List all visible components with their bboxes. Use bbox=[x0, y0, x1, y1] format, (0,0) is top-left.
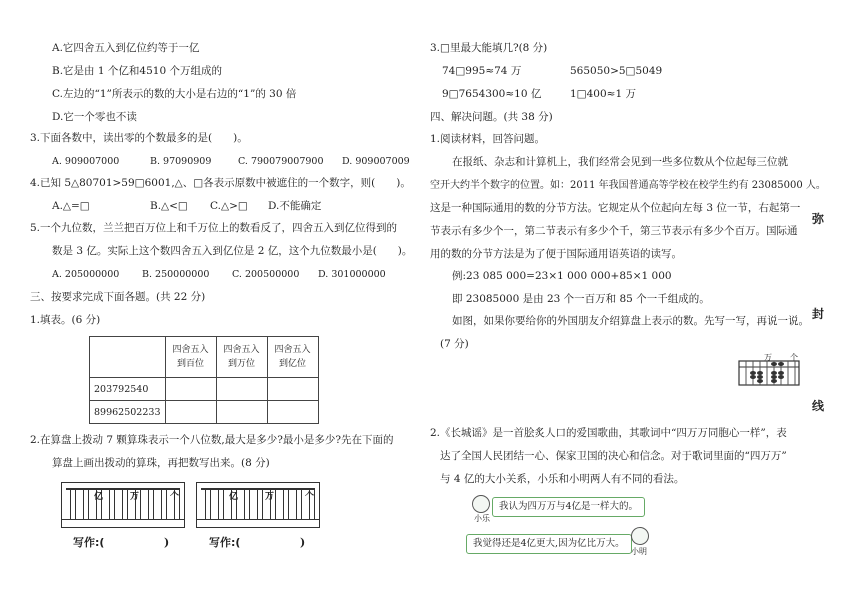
label-yi: 亿 bbox=[229, 492, 239, 502]
write-label-1: 写作:( bbox=[73, 536, 105, 549]
paragraph-line: 用的数的分节方法是为了便于国际通用语英语的读写。 bbox=[430, 248, 682, 260]
xiaole-speech-bubble: 我认为四万万与4亿是一样大的。 bbox=[492, 497, 645, 517]
option-c: C.左边的“1”所表示的数的大小是右边的“1”的 30 倍 bbox=[52, 88, 297, 100]
xiaoming-name: 小明 bbox=[631, 547, 647, 556]
row-number: 203792540 bbox=[90, 378, 166, 401]
abacus-2[interactable] bbox=[196, 482, 320, 528]
write-close-1: ) bbox=[164, 536, 170, 549]
q4-option-c: C.△>□ bbox=[210, 200, 248, 212]
q4-option-a: A.△=□ bbox=[52, 200, 90, 212]
abacus-question-line-1: 2.在算盘上拨动 7 颗算珠表示一个八位数,最大是多少?最小是多少?先在下面的 bbox=[30, 434, 394, 446]
small-label-ge: 个 bbox=[790, 353, 798, 362]
q3-option-d: D. 909007009 bbox=[342, 156, 410, 167]
small-label-wan: 万 bbox=[764, 353, 772, 362]
abacus-ask: 如图，如果你要给你的外国朋友介绍算盘上表示的数。先写一写，再说一说。 bbox=[452, 315, 809, 327]
paragraph-line: 空开大约半个数字的位置。如：2011 年我国普通高等学校在校学生约有 23085000 人。 bbox=[430, 180, 826, 191]
q5-option-d: D. 301000000 bbox=[318, 269, 386, 280]
fill-item-4: 1□400≈1 万 bbox=[570, 88, 636, 100]
rounding-table bbox=[89, 336, 319, 424]
song-question-line-1: 2.《长城谣》是一首脍炙人口的爱国歌曲，其歌词中“四万万同胞心一样”，表 bbox=[430, 427, 787, 439]
answer-cell[interactable] bbox=[165, 401, 216, 424]
option-b: B.它是由 1 个亿和4510 个万组成的 bbox=[52, 65, 222, 77]
small-abacus bbox=[738, 352, 800, 386]
label-wan: 万 bbox=[265, 492, 275, 502]
write-close-2: ) bbox=[300, 536, 306, 549]
option-a: A.它四舍五入到亿位约等于一亿 bbox=[52, 42, 200, 54]
option-d: D.它一个零也不读 bbox=[52, 111, 137, 123]
fill-item-2: 565050>5□5049 bbox=[570, 65, 663, 77]
q3-option-c: C. 790079007900 bbox=[238, 156, 324, 167]
header-hundreds: 四舍五入 到百位 bbox=[165, 337, 216, 378]
header-ten-thousands: 四舍五入 到万位 bbox=[216, 337, 267, 378]
question-5-stem-2: 数是 3 亿。实际上这个数四舍五入到亿位是 2 亿，这个九位数最小是( )。 bbox=[52, 245, 413, 257]
seal-mark-feng: 封 bbox=[812, 307, 825, 321]
label-wan: 万 bbox=[130, 492, 140, 502]
song-question-line-2: 达了全国人民团结一心、保家卫国的决心和信念。对于歌词里面的“四万万” bbox=[440, 450, 787, 462]
seal-mark-mi: 弥 bbox=[812, 212, 825, 226]
label-ge: 个 bbox=[170, 492, 180, 502]
example-explain: 即 23085000 是由 23 个一百万和 85 个一千组成的。 bbox=[452, 293, 710, 305]
seal-mark-xian: 线 bbox=[812, 399, 825, 413]
question-5-stem-1: 5.一个九位数，兰兰把百万位上和千万位上的数看反了，四舍五入到亿位得到的 bbox=[30, 222, 398, 234]
q4-option-d: D.不能确定 bbox=[268, 200, 322, 212]
example-equation: 例:23 085 000=23×1 000 000+85×1 000 bbox=[452, 270, 672, 282]
label-ge: 个 bbox=[305, 492, 315, 502]
section-3-heading: 三、按要求完成下面各题。(共 22 分) bbox=[30, 291, 206, 303]
question-3-stem: 3.下面各数中，读出零的个数最多的是( )。 bbox=[30, 132, 248, 144]
paragraph-line: 节表示有多少个一，第二节表示有多少个千，第三节表示有多少个百万。国际通 bbox=[430, 225, 798, 237]
ask-score: (7 分) bbox=[440, 338, 469, 350]
label-yi: 亿 bbox=[94, 492, 104, 502]
reading-title: 1.阅读材料，回答问题。 bbox=[430, 133, 546, 145]
fill-box-question: 3.□里最大能填几?(8 分) bbox=[430, 42, 548, 54]
q4-option-b: B.△<□ bbox=[150, 200, 188, 212]
fill-item-1: 74□995≈74 万 bbox=[442, 65, 522, 77]
abacus-question-line-2: 算盘上画出拨动的算珠，再把数写出来。(8 分) bbox=[52, 457, 270, 469]
fill-item-3: 9□7654300≈10 亿 bbox=[442, 88, 542, 100]
xiaoming-speech-bubble: 我觉得还是4亿更大,因为亿比万大。 bbox=[466, 534, 632, 554]
xiaoming-avatar bbox=[631, 527, 649, 545]
answer-cell[interactable] bbox=[267, 378, 318, 401]
answer-cell[interactable] bbox=[267, 401, 318, 424]
xiaole-name: 小乐 bbox=[474, 514, 490, 523]
write-label-2: 写作:( bbox=[209, 536, 241, 549]
q3-option-b: B. 97090909 bbox=[150, 156, 212, 167]
paragraph-line: 这是一种国际通用的数的分节方法。它规定从个位起向左每 3 位一节，右起第一 bbox=[430, 202, 801, 214]
answer-cell[interactable] bbox=[216, 378, 267, 401]
abacus-1[interactable] bbox=[61, 482, 185, 528]
table-row bbox=[90, 378, 319, 401]
section-4-heading: 四、解决问题。(共 38 分) bbox=[430, 111, 553, 123]
row-number: 89962502233 bbox=[90, 401, 166, 424]
q5-option-b: B. 250000000 bbox=[142, 269, 210, 280]
q3-option-a: A. 909007000 bbox=[52, 156, 120, 167]
answer-cell[interactable] bbox=[165, 378, 216, 401]
question-4-stem: 4.已知 5△80701>59□6001,△、□各表示原数中被遮住的一个数字，则( )。 bbox=[30, 177, 411, 189]
song-question-line-3: 与 4 亿的大小关系，小乐和小明两人有不同的看法。 bbox=[440, 473, 685, 485]
small-abacus-drawing bbox=[738, 352, 800, 386]
xiaole-avatar bbox=[472, 495, 490, 513]
header-hundred-millions: 四舍五入 到亿位 bbox=[267, 337, 318, 378]
q5-option-a: A. 205000000 bbox=[52, 269, 120, 280]
table-row bbox=[90, 401, 319, 424]
paragraph-line: 在报纸、杂志和计算机上，我们经常会见到一些多位数从个位起每三位就 bbox=[452, 156, 788, 168]
answer-cell[interactable] bbox=[216, 401, 267, 424]
table-corner bbox=[90, 337, 166, 378]
q5-option-c: C. 200500000 bbox=[232, 269, 300, 280]
fill-table-title: 1.填表。(6 分) bbox=[30, 314, 101, 326]
